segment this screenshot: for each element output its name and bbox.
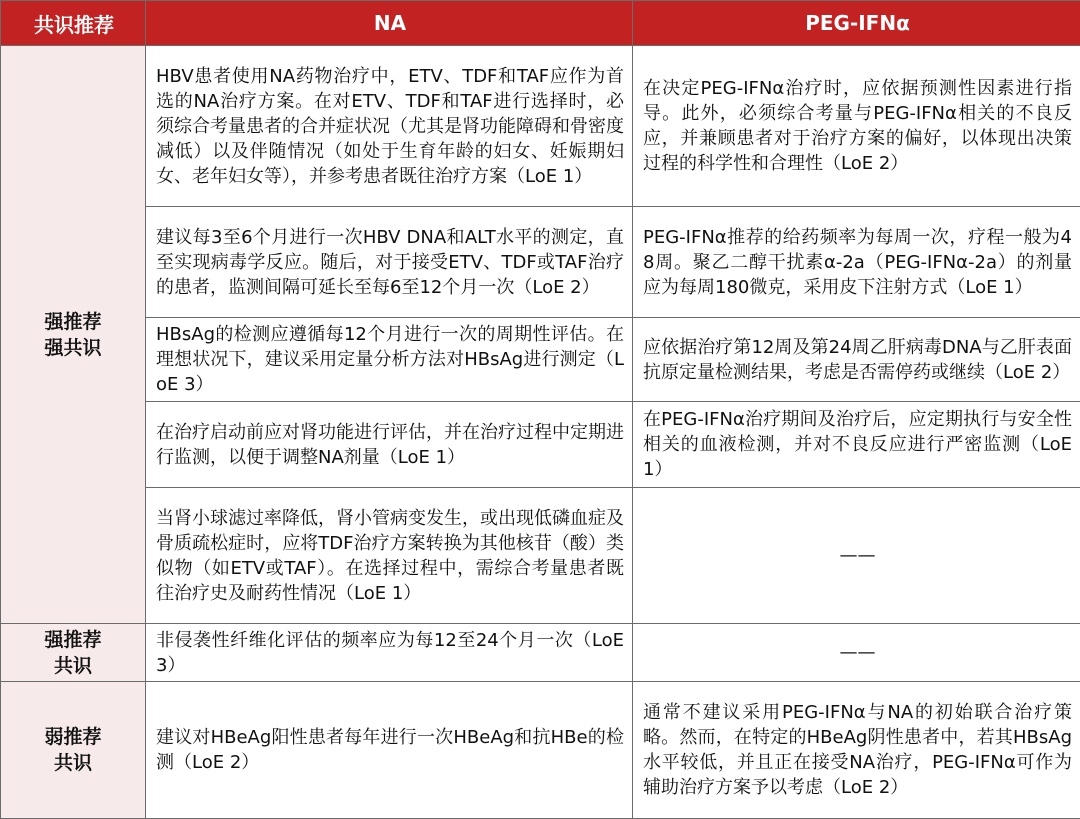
category-cell (1, 682, 146, 819)
category-cell (1, 624, 146, 682)
peg-cell-empty: —— (633, 488, 1080, 624)
peg-cell-empty: —— (633, 624, 1080, 682)
table-row (1, 488, 1080, 624)
peg-cell: 在PEG-IFNα治疗期间及治疗后，应定期执行与安全性相关的血液检测，并对不良反应进行严密监测（LoE 1） (633, 402, 1080, 488)
na-cell: 在治疗启动前应对肾功能进行评估，并在治疗过程中定期进行监测，以便于调整NA剂量（LoE 1） (146, 402, 633, 488)
na-cell: 非侵袭性纤维化评估的频率应为每12至24个月一次（LoE 3） (146, 624, 633, 682)
header-row (1, 1, 1080, 46)
peg-cell: 应依据治疗第12周及第24周乙肝病毒DNA与乙肝表面抗原定量检测结果，考虑是否需停药或继续（LoE 2） (633, 318, 1080, 402)
category-line: 强推荐 (44, 310, 102, 333)
table-row (1, 682, 1080, 819)
category-line: 强推荐 (44, 628, 102, 651)
category-line: 弱推荐 (44, 726, 102, 748)
header-peg-ifn: PEG-IFNα (633, 1, 1080, 46)
table-row (1, 46, 1080, 207)
na-cell: HBV患者使用NA药物治疗中，ETV、TDF和TAF应作为首选的NA治疗方案。在对ETV、TDF和TAF进行选择时，必须综合考量患者的合并症状况（尤其是肾功能障碍和骨密度减低）以及伴随情况（如处于生育年龄的妇女、妊娠期妇女、老年妇女等），并参考患者既往治疗方案（LoE 1） (146, 46, 633, 207)
peg-cell: 通常不建议采用PEG-IFNα与NA的初始联合治疗策略。然而，在特定的HBeAg阴性患者中，若其HBsAg水平较低，并且正在接受NA治疗，PEG-IFNα可作为辅助治疗方案予以考虑（LoE 2） (633, 682, 1080, 819)
category-cell (1, 46, 146, 624)
category-line: 强共识 (44, 336, 102, 359)
na-cell: 当肾小球滤过率降低，肾小管病变发生，或出现低磷血症及骨质疏松症时，应将TDF治疗方案转换为其他核苷（酸）类似物（如ETV或TAF）。在选择过程中，需综合考量患者既往治疗史及耐药性情况（LoE 1） (146, 488, 633, 624)
table-row (1, 624, 1080, 682)
table-row (1, 207, 1080, 318)
table-row (1, 318, 1080, 402)
header-na: NA (146, 1, 633, 46)
header-category: 共识推荐 (1, 1, 146, 46)
table-row (1, 402, 1080, 488)
category-line: 共识 (53, 752, 92, 774)
na-cell: HBsAg的检测应遵循每12个月进行一次的周期性评估。在理想状况下，建议采用定量分析方法对HBsAg进行测定（LoE 3） (146, 318, 633, 402)
na-cell: 建议每3至6个月进行一次HBV DNA和ALT水平的测定，直至实现病毒学反应。随后，对于接受ETV、TDF或TAF治疗的患者，监测间隔可延长至每6至12个月一次（LoE 2） (146, 207, 633, 318)
category-line: 共识 (53, 654, 92, 677)
peg-cell: PEG-IFNα推荐的给药频率为每周一次，疗程一般为48周。聚乙二醇干扰素α-2a（PEG-IFNα-2a）的剂量应为每周180微克，采用皮下注射方式（LoE 1） (633, 207, 1080, 318)
na-cell: 建议对HBeAg阳性患者每年进行一次HBeAg和抗HBe的检测（LoE 2） (146, 682, 633, 819)
peg-cell: 在决定PEG-IFNα治疗时，应依据预测性因素进行指导。此外，必须综合考量与PEG-IFNα相关的不良反应，并兼顾患者对于治疗方案的偏好，以体现出决策过程的科学性和合理性（LoE 2） (633, 46, 1080, 207)
